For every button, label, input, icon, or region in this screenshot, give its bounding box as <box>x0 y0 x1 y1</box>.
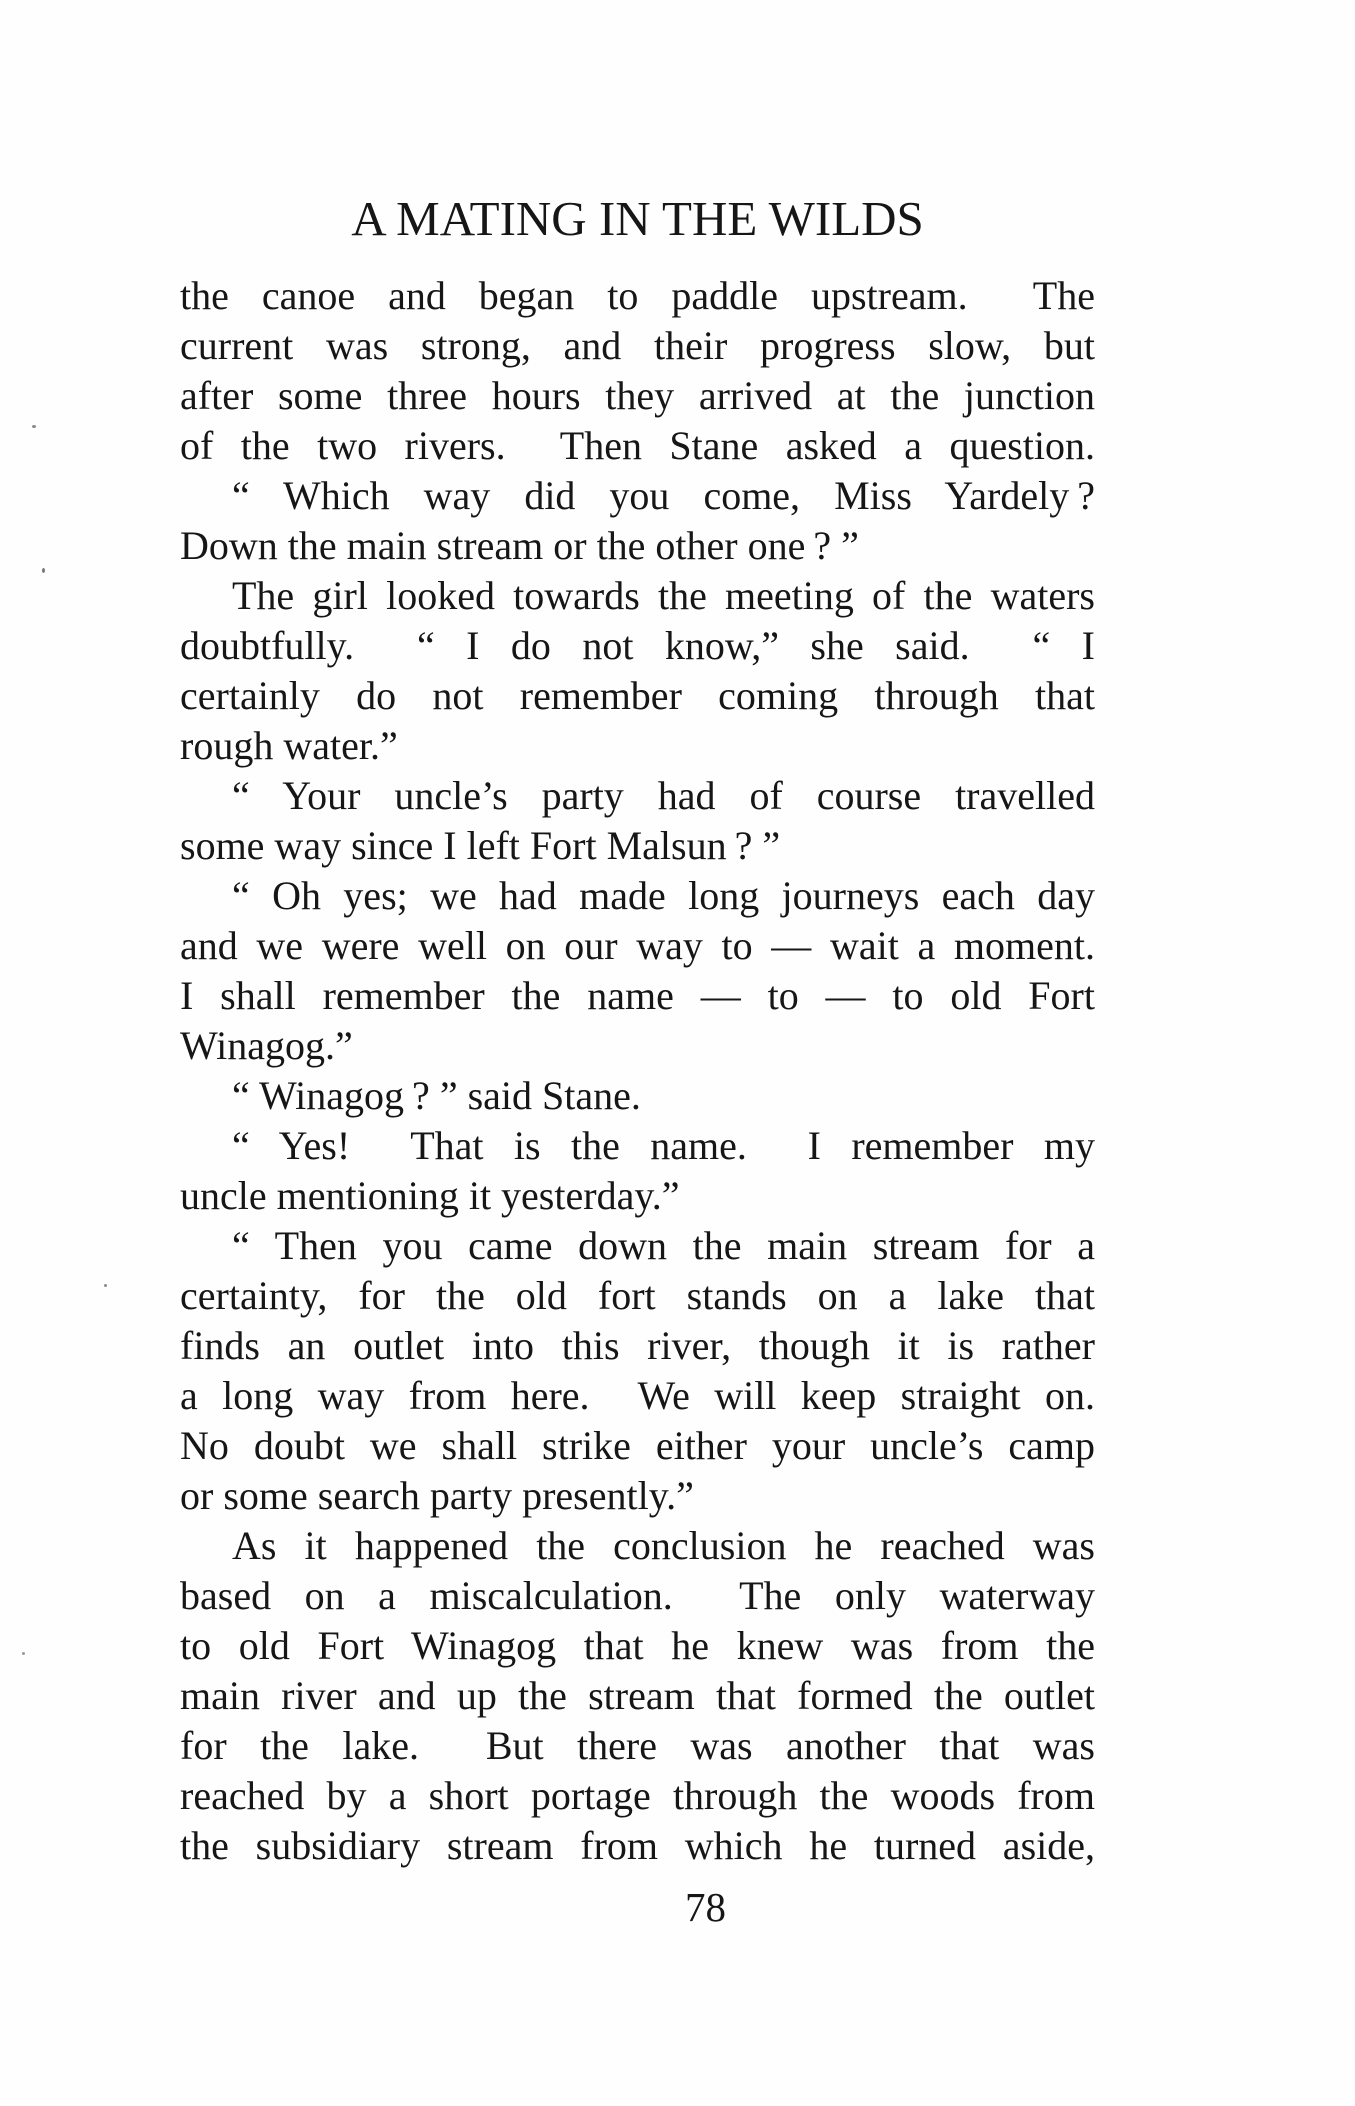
scan-speck <box>104 1284 107 1287</box>
text-line: some way since I left Fort Malsun ? ” <box>180 823 781 868</box>
text-line: main river and up the stream that formed the outlet <box>180 1673 1095 1718</box>
text-line: certainly do not remember coming through that <box>180 673 1095 718</box>
text-block <box>180 271 1095 1871</box>
text-line: or some search party presently.” <box>180 1473 694 1518</box>
text-line: “ Which way did you come, Miss Yardely ? <box>232 473 1095 518</box>
text-line: I shall remember the name — to — to old Fort <box>180 973 1095 1018</box>
text-line: rough water.” <box>180 723 398 768</box>
scan-speck <box>32 425 36 428</box>
text-line: the canoe and began to paddle upstream. The <box>180 273 1095 318</box>
text-line: based on a miscalculation. The only waterway <box>180 1573 1095 1618</box>
text-line: Down the main stream or the other one ? ” <box>180 523 859 568</box>
text-line: a long way from here. We will keep straight on. <box>180 1373 1095 1418</box>
text-line: As it happened the conclusion he reached was <box>232 1523 1095 1568</box>
text-line: and we were well on our way to — wait a moment. <box>180 923 1095 968</box>
text-line: for the lake. But there was another that was <box>180 1723 1095 1768</box>
text-line: doubtfully. “ I do not know,” she said. “ I <box>180 623 1095 668</box>
text-line: “ Oh yes; we had made long journeys each day <box>232 873 1095 918</box>
scan-speck <box>42 568 45 573</box>
text-line: No doubt we shall strike either your uncle’s camp <box>180 1423 1095 1468</box>
text-line: The girl looked towards the meeting of the waters <box>232 573 1095 618</box>
text-line: “ Your uncle’s party had of course travelled <box>232 773 1095 818</box>
text-line: finds an outlet into this river, though it is rather <box>180 1323 1095 1368</box>
text-line: “ Then you came down the main stream for a <box>232 1223 1095 1268</box>
scan-speck <box>22 1652 25 1655</box>
text-line: “ Winagog ? ” said Stane. <box>232 1073 641 1118</box>
running-header: A MATING IN THE WILDS <box>351 191 924 246</box>
text-line: of the two rivers. Then Stane asked a question. <box>180 423 1095 468</box>
text-line: to old Fort Winagog that he knew was from the <box>180 1623 1095 1668</box>
text-line: current was strong, and their progress slow, but <box>180 323 1095 368</box>
text-line: after some three hours they arrived at the junction <box>180 373 1095 418</box>
text-line: “ Yes! That is the name. I remember my <box>232 1123 1095 1168</box>
text-line: the subsidiary stream from which he turned aside, <box>180 1823 1095 1868</box>
text-line: reached by a short portage through the woods from <box>180 1773 1095 1818</box>
text-line: Winagog.” <box>180 1023 353 1068</box>
text-line: uncle mentioning it yesterday.” <box>180 1173 680 1218</box>
text-line: certainty, for the old fort stands on a lake that <box>180 1273 1095 1318</box>
page-number: 78 <box>685 1884 726 1930</box>
